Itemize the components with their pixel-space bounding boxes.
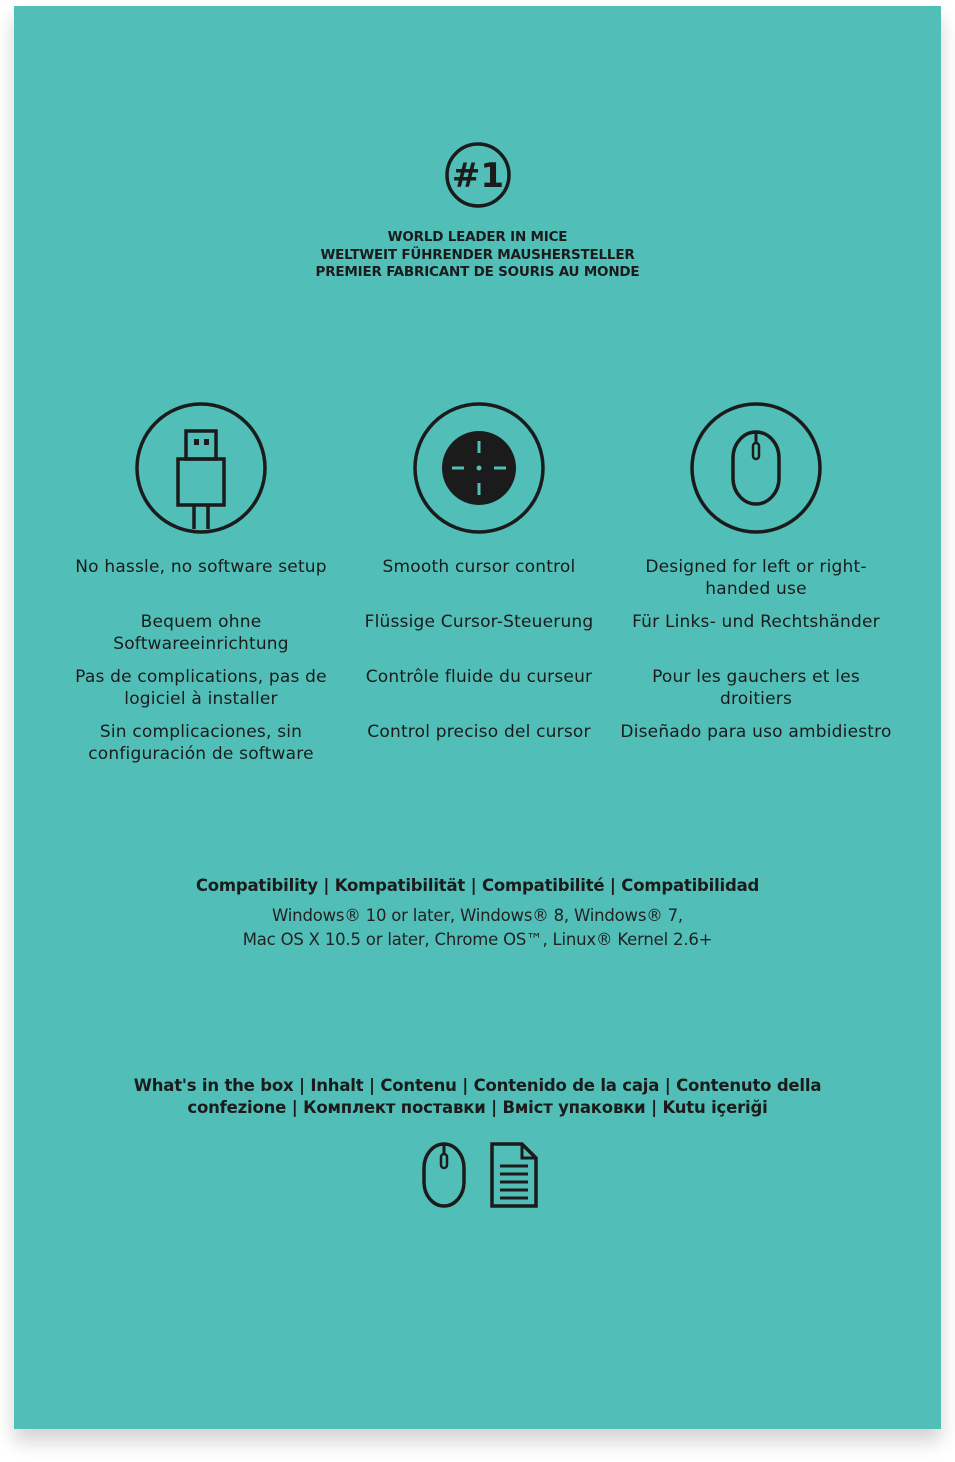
feature-text-fr: Pour les gauchers et les droitiers	[652, 667, 860, 709]
world-leader-tagline	[14, 229, 941, 282]
feature-text-es: Control preciso del cursor	[367, 722, 591, 742]
feature-text-de: Flüssige Cursor-Steuerung	[364, 612, 594, 632]
box-contents-heading-line-2: confezione | Комплект поставки | Вміст упаковки | Kutu içeriği	[187, 1098, 768, 1117]
feature-text-de: Bequem ohne Softwareeinrichtung	[113, 612, 289, 654]
leader-line-de: WELTWEIT FÜHRENDER MAUSHERSTELLER	[320, 246, 635, 263]
feature-text-en: No hassle, no software setup	[75, 557, 327, 577]
cursor-crosshair-icon	[412, 401, 546, 535]
box-contents-heading-line-1: What's in the box | Inhalt | Contenu | Contenido de la caja | Contenuto della	[133, 1076, 822, 1095]
compatibility-heading: Compatibility | Kompatibilität | Compatibilité | Compatibilidad	[195, 876, 760, 895]
feature-text-de: Für Links- und Rechtshänder	[632, 612, 880, 632]
feature-text-fr: Contrôle fluide du curseur	[365, 667, 593, 687]
leader-line-en: WORLD LEADER IN MICE	[387, 229, 568, 245]
feature-text-en: Designed for left or right-handed use	[645, 557, 867, 599]
number-one-badge-icon	[444, 141, 512, 209]
feature-text-en: Smooth cursor control	[382, 557, 576, 577]
ambidextrous-mouse-icon	[689, 401, 823, 535]
feature-no-software	[62, 401, 340, 777]
feature-text-es: Sin complicaciones, sin configuración de software	[88, 722, 314, 764]
mouse-icon	[420, 1140, 468, 1210]
compatibility-systems-line-1: Windows® 10 or later, Windows® 8, Windows® 7,	[272, 906, 683, 925]
usb-plug-icon	[134, 401, 268, 535]
box-contents-section	[14, 1075, 941, 1119]
feature-text-es: Diseñado para uso ambidiestro	[620, 722, 892, 742]
feature-text-fr: Pas de complications, pas de logiciel à installer	[75, 667, 327, 709]
document-icon	[488, 1140, 540, 1210]
feature-ambidextrous	[617, 401, 895, 777]
badge-text: #1	[451, 156, 505, 196]
feature-cursor-control	[340, 401, 618, 777]
compatibility-systems-line-2: Mac OS X 10.5 or later, Chrome OS™, Linux® Kernel 2.6+	[242, 930, 713, 949]
compatibility-section	[14, 874, 941, 952]
leader-line-fr: PREMIER FABRICANT DE SOURIS AU MONDE	[315, 264, 640, 280]
box-contents-icons	[416, 1136, 546, 1216]
package-back-panel	[14, 6, 941, 1429]
